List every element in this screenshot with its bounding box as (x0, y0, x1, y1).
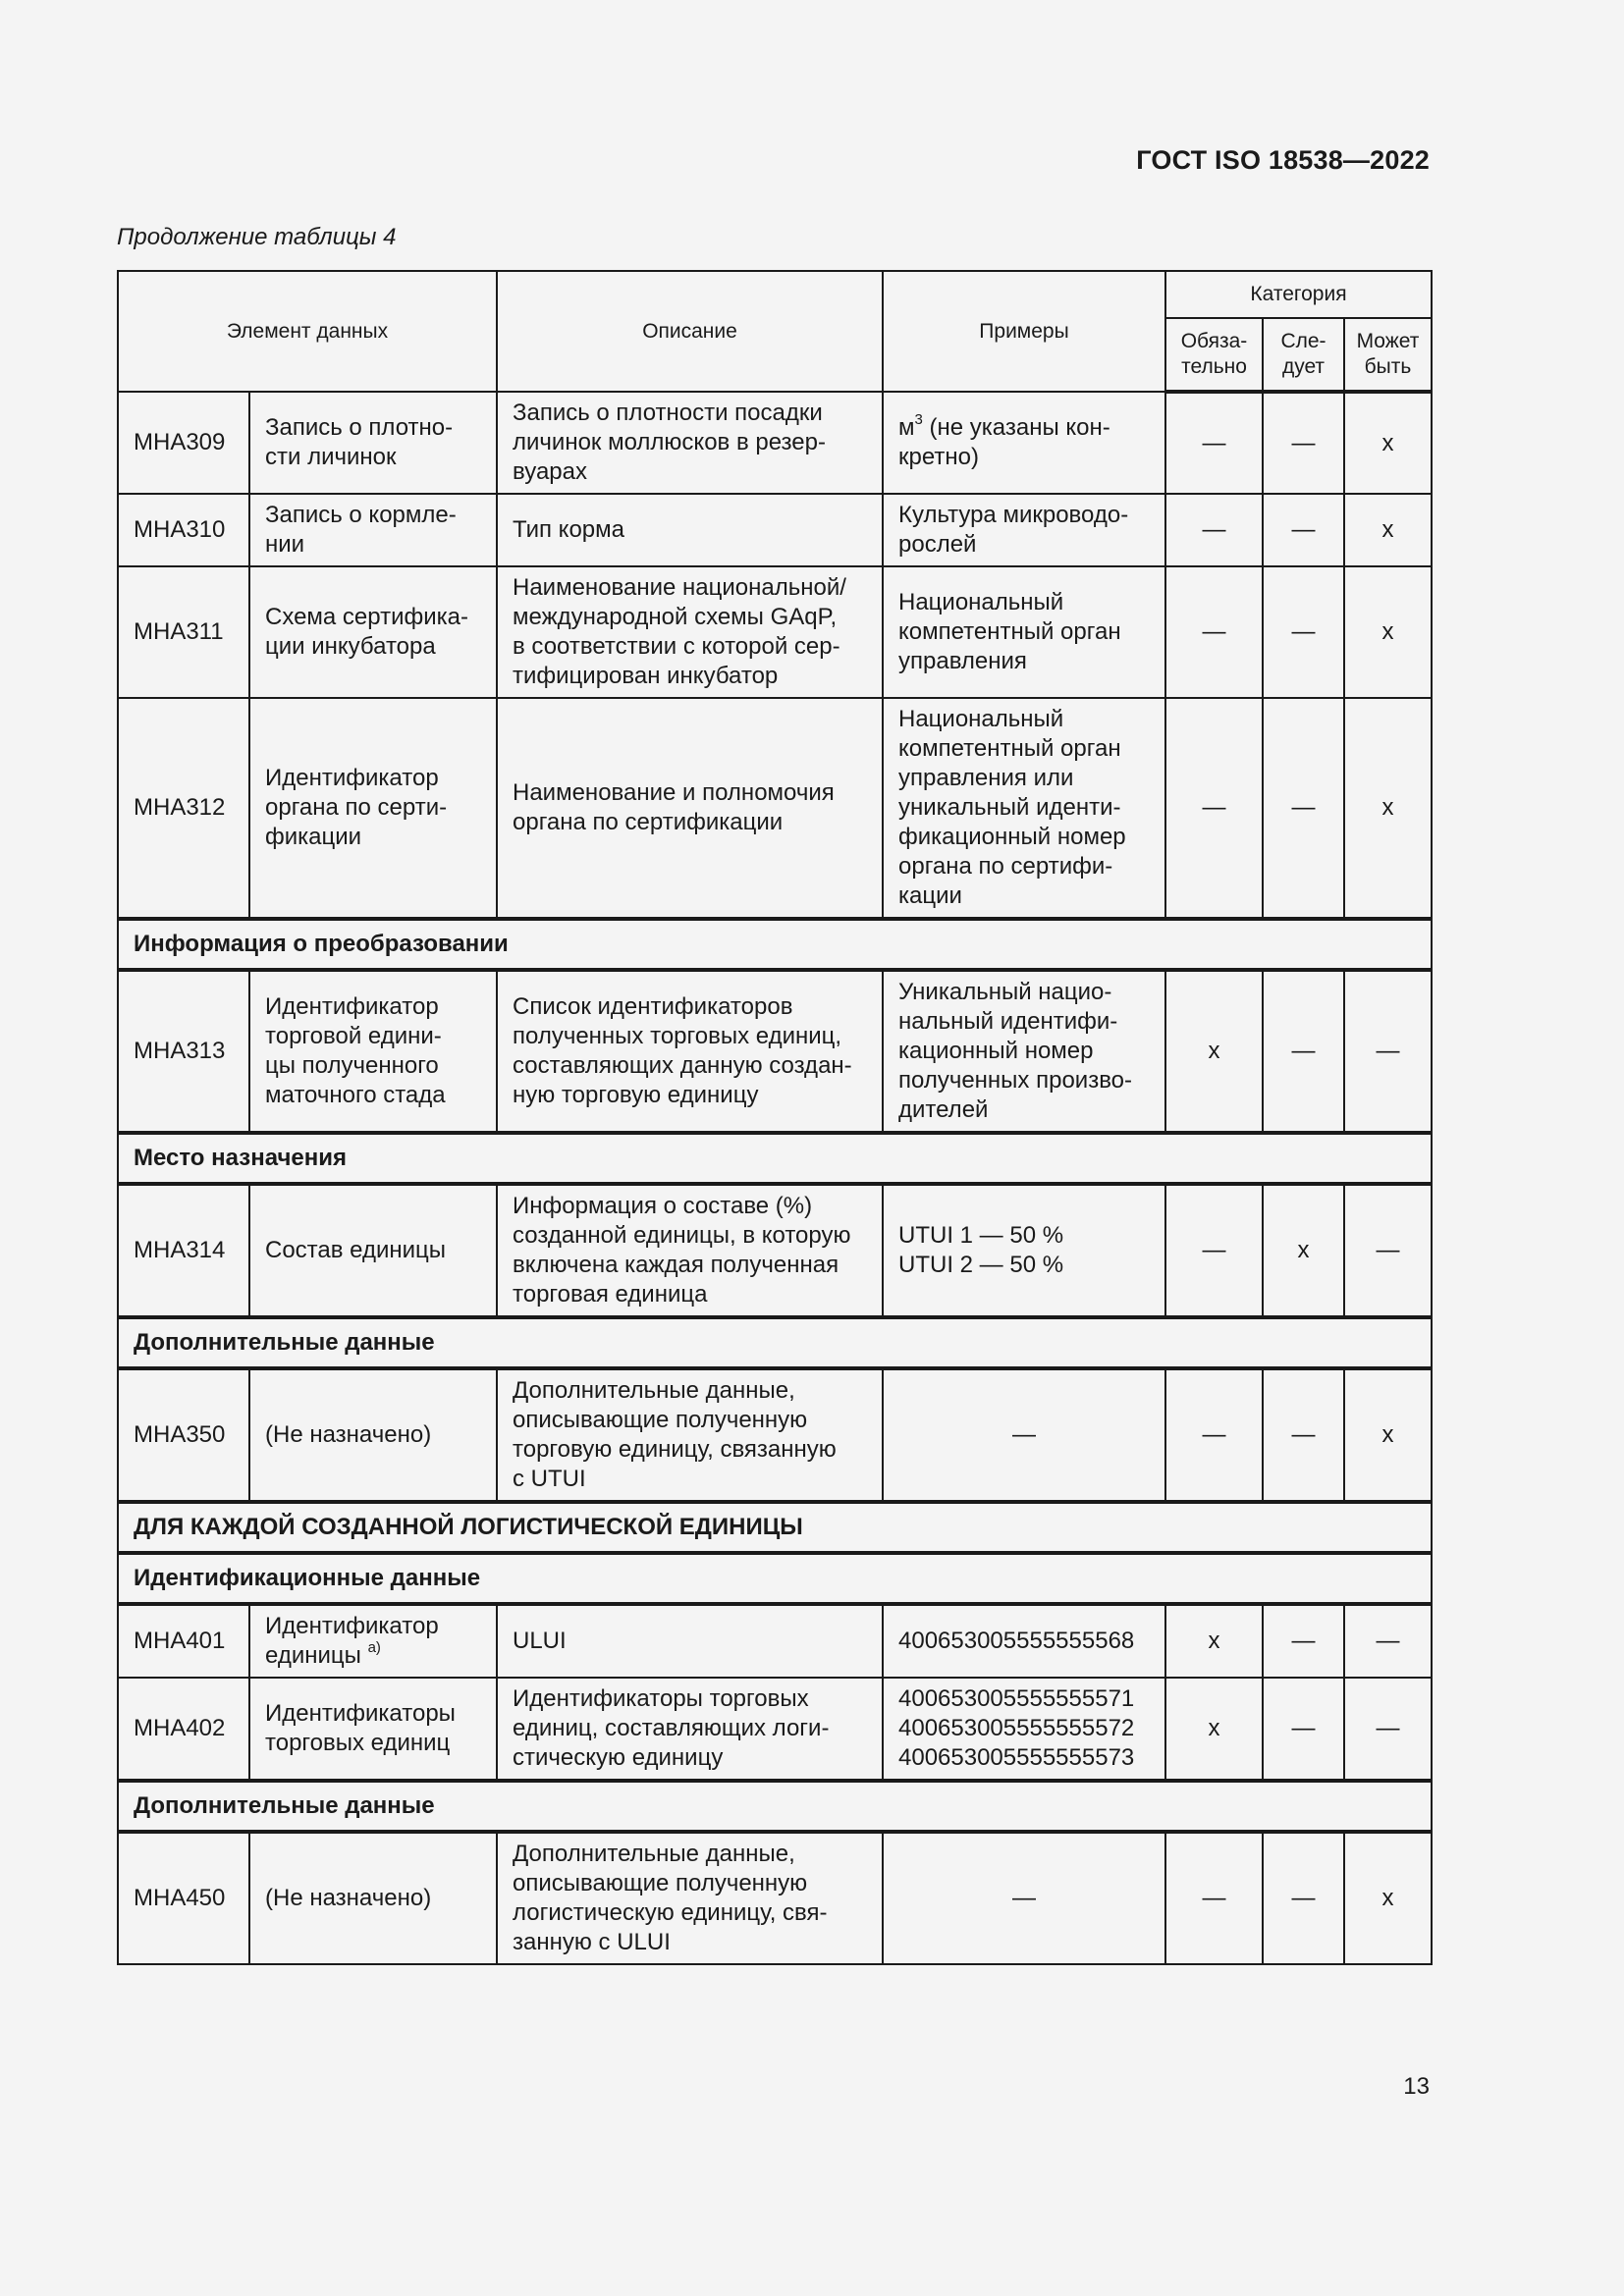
data-table (117, 270, 1433, 1965)
example-sup: 3 (914, 411, 923, 428)
element-code: MHA309 (118, 392, 249, 494)
category-may: x (1344, 494, 1432, 566)
category-may: x (1344, 698, 1432, 919)
element-example: Уникальный нацио- нальный идентифи- кационный номер полученных произво- дителей (883, 970, 1165, 1133)
element-example: 400653005555555568 (883, 1604, 1165, 1678)
header-element: Элемент данных (118, 271, 497, 392)
table-row (118, 1678, 1432, 1781)
element-description: ULUI (497, 1604, 883, 1678)
header-cat-may: Может быть (1344, 318, 1432, 392)
element-example (883, 392, 1165, 494)
category-mandatory: x (1165, 970, 1263, 1133)
element-code: MHA314 (118, 1184, 249, 1317)
category-should: — (1263, 566, 1344, 698)
section-title: Информация о преобразовании (118, 919, 1432, 970)
element-code: MHA401 (118, 1604, 249, 1678)
element-example: UTUI 1 — 50 % UTUI 2 — 50 % (883, 1184, 1165, 1317)
element-description: Наименование и полномочия органа по сертификации (497, 698, 883, 919)
element-name: Идентификатор торговой едини- цы полученного маточного стада (249, 970, 497, 1133)
section-title: Дополнительные данные (118, 1781, 1432, 1832)
table-row (118, 1368, 1432, 1502)
element-code: MHA312 (118, 698, 249, 919)
page-number: 13 (1403, 2073, 1430, 2100)
category-mandatory: — (1165, 1832, 1263, 1964)
element-name: Идентификаторы торговых единиц (249, 1678, 497, 1781)
category-mandatory: x (1165, 1678, 1263, 1781)
section-row (118, 1781, 1432, 1832)
table-row (118, 970, 1432, 1133)
category-mandatory: — (1165, 494, 1263, 566)
element-code: MHA450 (118, 1832, 249, 1964)
element-code: MHA311 (118, 566, 249, 698)
header-cat-mandatory: Обяза- тельно (1165, 318, 1263, 392)
element-description: Дополнительные данные, описывающие полученную логистическую единицу, свя- занную с ULUI (497, 1832, 883, 1964)
table-row (118, 566, 1432, 698)
category-should: x (1263, 1184, 1344, 1317)
category-mandatory: — (1165, 1368, 1263, 1502)
section-row (118, 1553, 1432, 1604)
category-may: — (1344, 1678, 1432, 1781)
element-code: MHA402 (118, 1678, 249, 1781)
example-rest: (не указаны кон- кретно) (898, 414, 1110, 470)
category-mandatory: — (1165, 392, 1263, 494)
element-description: Наименование национальной/ международной схемы GAqP, в соответствии с которой сер- тифицирован инкубатор (497, 566, 883, 698)
element-name: Запись о плотно- сти личинок (249, 392, 497, 494)
category-should: — (1263, 1368, 1344, 1502)
table-row (118, 1832, 1432, 1964)
element-name: Схема сертифика- ции инкубатора (249, 566, 497, 698)
category-may: x (1344, 1832, 1432, 1964)
element-name-text: Идентификатор единицы (265, 1613, 439, 1669)
table-body (118, 392, 1432, 1964)
header-cat-should: Сле- дует (1263, 318, 1344, 392)
category-mandatory: — (1165, 566, 1263, 698)
element-description: Список идентификаторов полученных торговых единиц, составляющих данную создан- ную торговую единицу (497, 970, 883, 1133)
element-example: — (883, 1368, 1165, 1502)
element-name: (Не назначено) (249, 1832, 497, 1964)
category-should: — (1263, 392, 1344, 494)
table-row (118, 1604, 1432, 1678)
category-may: — (1344, 970, 1432, 1133)
table-row (118, 494, 1432, 566)
category-mandatory: — (1165, 1184, 1263, 1317)
element-example: — (883, 1832, 1165, 1964)
category-should: — (1263, 494, 1344, 566)
table-row (118, 698, 1432, 919)
category-may: x (1344, 1368, 1432, 1502)
element-example: Культура микроводо- рослей (883, 494, 1165, 566)
element-name (249, 1604, 497, 1678)
category-mandatory: — (1165, 698, 1263, 919)
element-description: Дополнительные данные, описывающие полученную торговую единицу, связанную с UTUI (497, 1368, 883, 1502)
element-name: (Не назначено) (249, 1368, 497, 1502)
element-name: Состав единицы (249, 1184, 497, 1317)
section-row (118, 919, 1432, 970)
category-should: — (1263, 1832, 1344, 1964)
table-row (118, 1184, 1432, 1317)
element-example: Национальный компетентный орган управления или уникальный иденти- фикационный номер органа по сертифи- кации (883, 698, 1165, 919)
element-description: Тип корма (497, 494, 883, 566)
section-row (118, 1502, 1432, 1553)
header-category: Категория (1165, 271, 1432, 318)
element-example: 400653005555555571 400653005555555572 400653005555555573 (883, 1678, 1165, 1781)
element-name: Запись о кормле- нии (249, 494, 497, 566)
example-base: м (898, 414, 915, 441)
category-may: — (1344, 1184, 1432, 1317)
category-should: — (1263, 1678, 1344, 1781)
element-description: Информация о составе (%) созданной единицы, в которую включена каждая полученная торговая единица (497, 1184, 883, 1317)
element-example: Национальный компетентный орган управления (883, 566, 1165, 698)
element-code: MHA350 (118, 1368, 249, 1502)
section-row (118, 1317, 1432, 1368)
section-title: Идентификационные данные (118, 1553, 1432, 1604)
category-should: — (1263, 698, 1344, 919)
category-should: — (1263, 970, 1344, 1133)
table-row (118, 392, 1432, 494)
element-name: Идентификатор органа по серти- фикации (249, 698, 497, 919)
element-code: MHA310 (118, 494, 249, 566)
footnote-ref: а) (367, 1639, 381, 1656)
section-title: ДЛЯ КАЖДОЙ СОЗДАННОЙ ЛОГИСТИЧЕСКОЙ ЕДИНИЦЫ (118, 1502, 1432, 1553)
category-should: — (1263, 1604, 1344, 1678)
section-title: Дополнительные данные (118, 1317, 1432, 1368)
header-examples: Примеры (883, 271, 1165, 392)
header-description: Описание (497, 271, 883, 392)
element-description: Идентификаторы торговых единиц, составляющих логи- стическую единицу (497, 1678, 883, 1781)
category-mandatory: x (1165, 1604, 1263, 1678)
category-may: x (1344, 566, 1432, 698)
element-description: Запись о плотности посадки личинок моллюсков в резер- вуарах (497, 392, 883, 494)
section-row (118, 1133, 1432, 1184)
section-title: Место назначения (118, 1133, 1432, 1184)
document-code: ГОСТ ISO 18538—2022 (1136, 145, 1430, 175)
table-caption: Продолжение таблицы 4 (117, 224, 397, 250)
category-may: — (1344, 1604, 1432, 1678)
element-code: MHA313 (118, 970, 249, 1133)
category-may: x (1344, 392, 1432, 494)
